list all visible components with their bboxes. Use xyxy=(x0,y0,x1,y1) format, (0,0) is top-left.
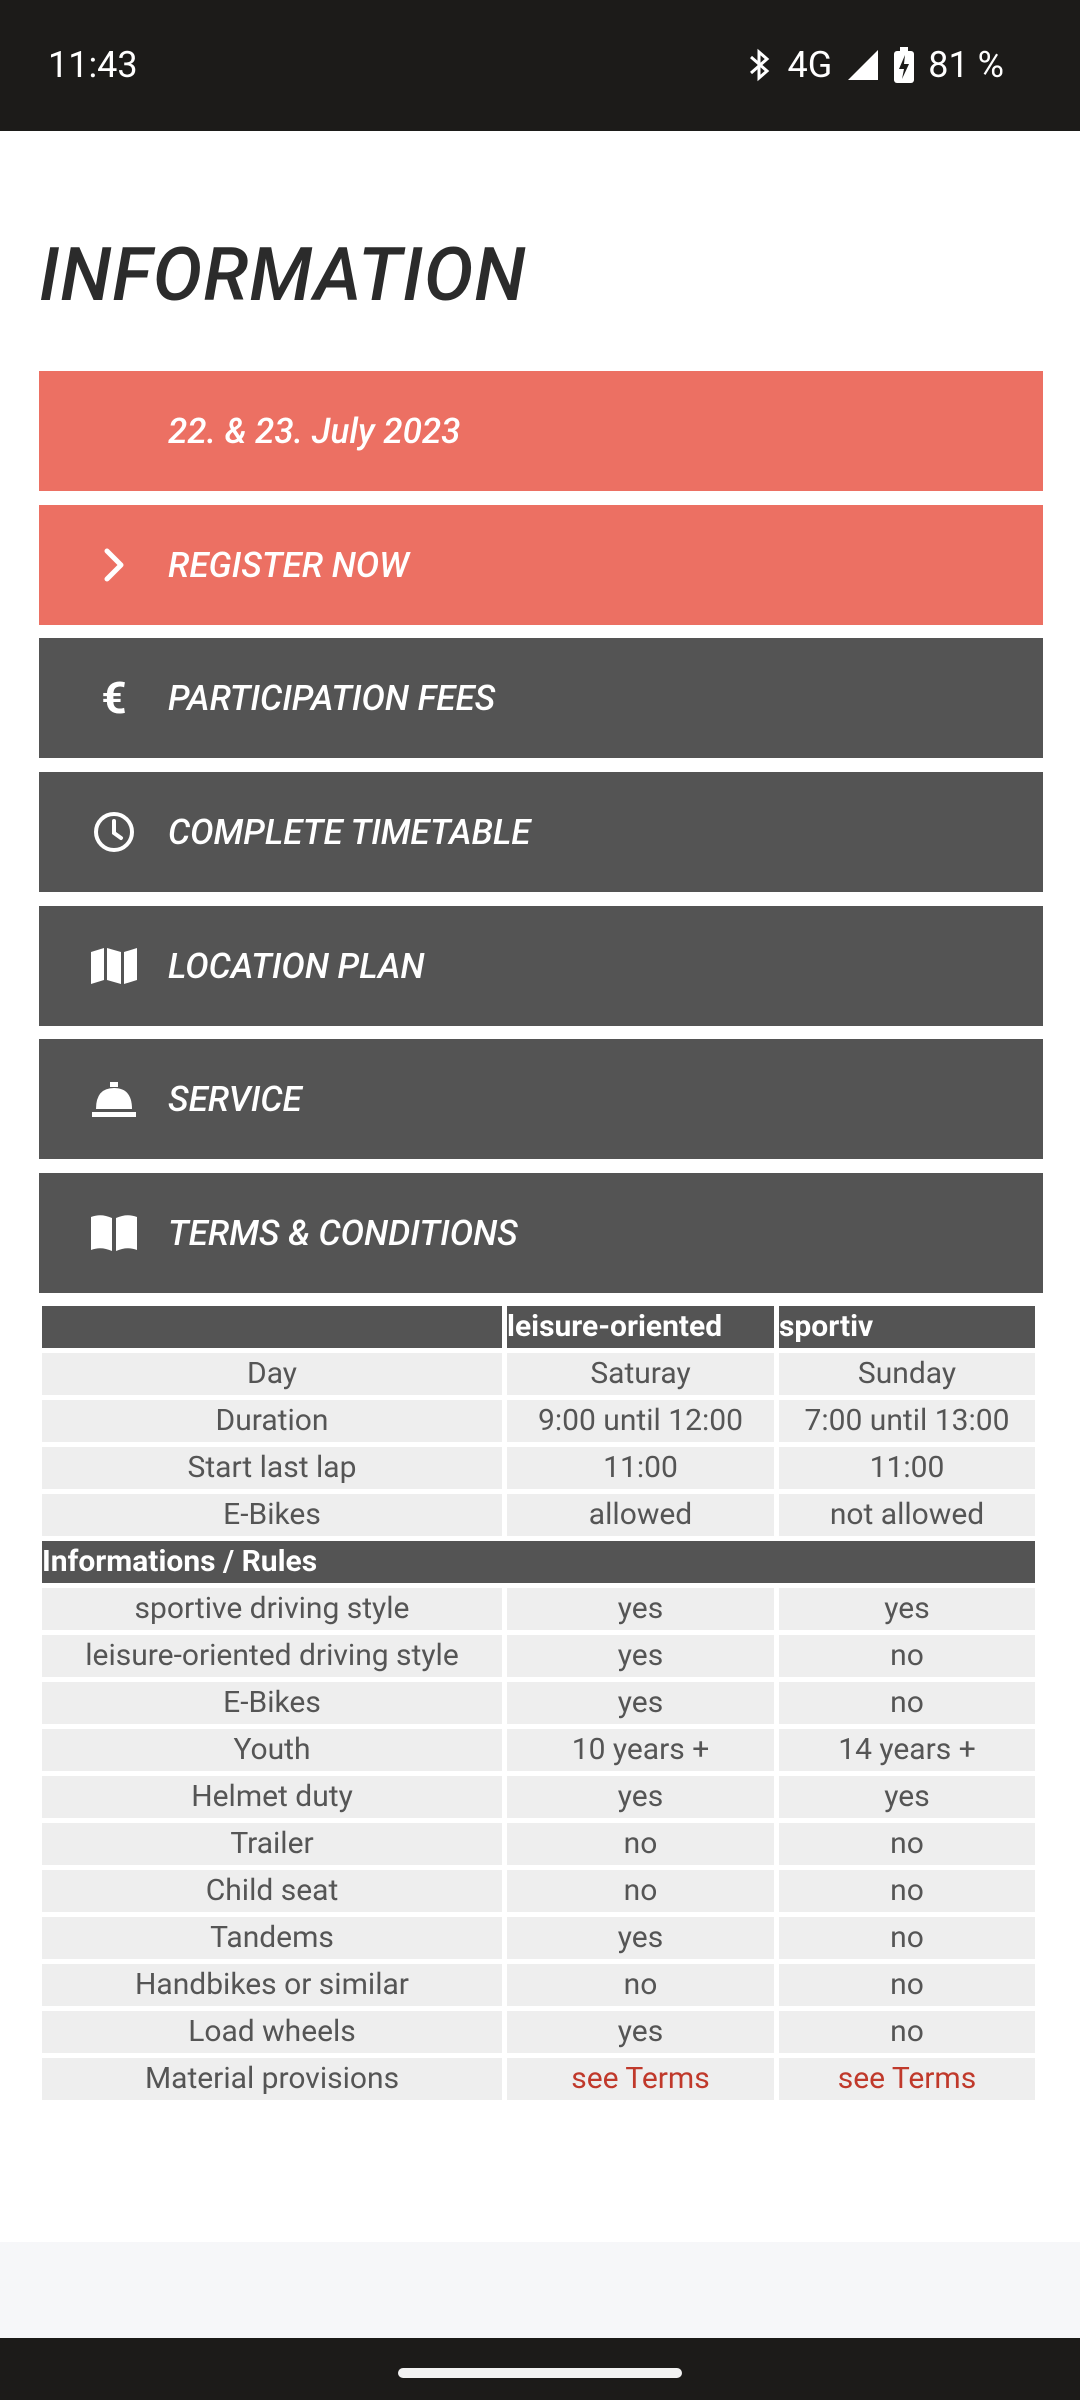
chevron-right-icon xyxy=(89,505,139,625)
sportiv-value: no xyxy=(779,1917,1035,1959)
sportiv-value: 14 years + xyxy=(779,1729,1035,1771)
row-label: E-Bikes xyxy=(42,1682,502,1724)
footer-band xyxy=(0,2242,1080,2338)
clock-icon xyxy=(89,772,139,892)
row-label: leisure-oriented driving style xyxy=(42,1635,502,1677)
table-header-empty xyxy=(42,1306,502,1348)
page-title: INFORMATION xyxy=(39,232,527,319)
euro-icon: € xyxy=(101,672,127,724)
leisure-value: no xyxy=(507,1870,774,1912)
table-row xyxy=(42,1823,1035,1865)
participation-fees-button[interactable] xyxy=(39,638,1043,758)
table-row xyxy=(42,1682,1035,1724)
leisure-value: 9:00 until 12:00 xyxy=(507,1400,774,1442)
row-label: Youth xyxy=(42,1729,502,1771)
sportiv-value: no xyxy=(779,2011,1035,2053)
table-header-row xyxy=(42,1306,1035,1348)
event-date-label: 22. & 23. July 2023 xyxy=(168,410,461,452)
row-label: Material provisions xyxy=(42,2058,502,2100)
sportiv-value: yes xyxy=(779,1776,1035,1818)
leisure-value: 10 years + xyxy=(507,1729,774,1771)
leisure-value: yes xyxy=(507,1635,774,1677)
bluetooth-icon xyxy=(747,47,773,83)
service-button[interactable] xyxy=(39,1039,1043,1159)
table-row xyxy=(42,1776,1035,1818)
see-terms-link-leisure[interactable]: see Terms xyxy=(571,2061,710,2096)
sportiv-value: Sunday xyxy=(779,1353,1035,1395)
service-bell-icon xyxy=(89,1039,139,1159)
map-icon xyxy=(89,906,139,1026)
network-type: 4G xyxy=(787,44,833,86)
status-icons xyxy=(747,44,1004,86)
leisure-value xyxy=(507,2058,774,2100)
table-row xyxy=(42,1870,1035,1912)
table-header-leisure: leisure-oriented xyxy=(507,1306,774,1348)
section-header-row xyxy=(42,1541,1035,1583)
row-label: Child seat xyxy=(42,1870,502,1912)
location-plan-label: LOCATION PLAN xyxy=(168,945,425,987)
leisure-value: 11:00 xyxy=(507,1447,774,1489)
see-terms-link-sportiv[interactable]: see Terms xyxy=(837,2061,977,2096)
terms-conditions-button[interactable] xyxy=(39,1173,1043,1293)
terms-conditions-label: TERMS & CONDITIONS xyxy=(168,1212,518,1254)
table-row xyxy=(42,1494,1035,1536)
leisure-value: yes xyxy=(507,1682,774,1724)
row-label: Handbikes or similar xyxy=(42,1964,502,2006)
battery-level: 81 % xyxy=(928,44,1004,86)
row-label: Day xyxy=(42,1353,502,1395)
table-row xyxy=(42,2058,1035,2100)
leisure-value: yes xyxy=(507,2011,774,2053)
sportiv-value: yes xyxy=(779,1588,1035,1630)
leisure-value: no xyxy=(507,1964,774,2006)
table-row xyxy=(42,1964,1035,2006)
book-icon xyxy=(89,1173,139,1293)
battery-icon xyxy=(894,47,914,83)
sportiv-value: no xyxy=(779,1635,1035,1677)
sportiv-value: no xyxy=(779,1964,1035,2006)
leisure-value: yes xyxy=(507,1588,774,1630)
location-plan-button[interactable] xyxy=(39,906,1043,1026)
row-label: E-Bikes xyxy=(42,1494,502,1536)
sportiv-value: 11:00 xyxy=(779,1447,1035,1489)
table-row xyxy=(42,2011,1035,2053)
table-header-sportiv: sportiv xyxy=(779,1306,1035,1348)
sportiv-value: no xyxy=(779,1870,1035,1912)
leisure-value: allowed xyxy=(507,1494,774,1536)
row-label: Tandems xyxy=(42,1917,502,1959)
complete-timetable-label: COMPLETE TIMETABLE xyxy=(168,811,531,853)
table-row xyxy=(42,1400,1035,1442)
sportiv-value: 7:00 until 13:00 xyxy=(779,1400,1035,1442)
register-now-button[interactable] xyxy=(39,505,1043,625)
sportiv-value xyxy=(779,2058,1035,2100)
navigation-bar xyxy=(0,2338,1080,2400)
status-bar xyxy=(0,0,1080,131)
table-row xyxy=(42,1917,1035,1959)
table-row xyxy=(42,1635,1035,1677)
status-time: 11:43 xyxy=(48,44,138,86)
leisure-value: Saturay xyxy=(507,1353,774,1395)
table-row xyxy=(42,1447,1035,1489)
table-row xyxy=(42,1353,1035,1395)
row-label: sportive driving style xyxy=(42,1588,502,1630)
row-label: Trailer xyxy=(42,1823,502,1865)
complete-timetable-button[interactable] xyxy=(39,772,1043,892)
home-gesture-handle[interactable] xyxy=(398,2368,682,2378)
leisure-value: no xyxy=(507,1823,774,1865)
service-label: SERVICE xyxy=(168,1078,302,1120)
event-date-banner xyxy=(39,371,1043,491)
sportiv-value: no xyxy=(779,1823,1035,1865)
table-row xyxy=(42,1588,1035,1630)
signal-icon xyxy=(846,48,880,82)
sportiv-value: not allowed xyxy=(779,1494,1035,1536)
sportiv-value: no xyxy=(779,1682,1035,1724)
row-label: Start last lap xyxy=(42,1447,502,1489)
row-label: Load wheels xyxy=(42,2011,502,2053)
info-table xyxy=(37,1301,1040,2105)
section-header-rules: Informations / Rules xyxy=(42,1541,1035,1583)
register-now-label: REGISTER NOW xyxy=(168,544,410,586)
leisure-value: yes xyxy=(507,1917,774,1959)
participation-fees-label: PARTICIPATION FEES xyxy=(168,677,496,719)
table-row xyxy=(42,1729,1035,1771)
row-label: Duration xyxy=(42,1400,502,1442)
row-label: Helmet duty xyxy=(42,1776,502,1818)
leisure-value: yes xyxy=(507,1776,774,1818)
